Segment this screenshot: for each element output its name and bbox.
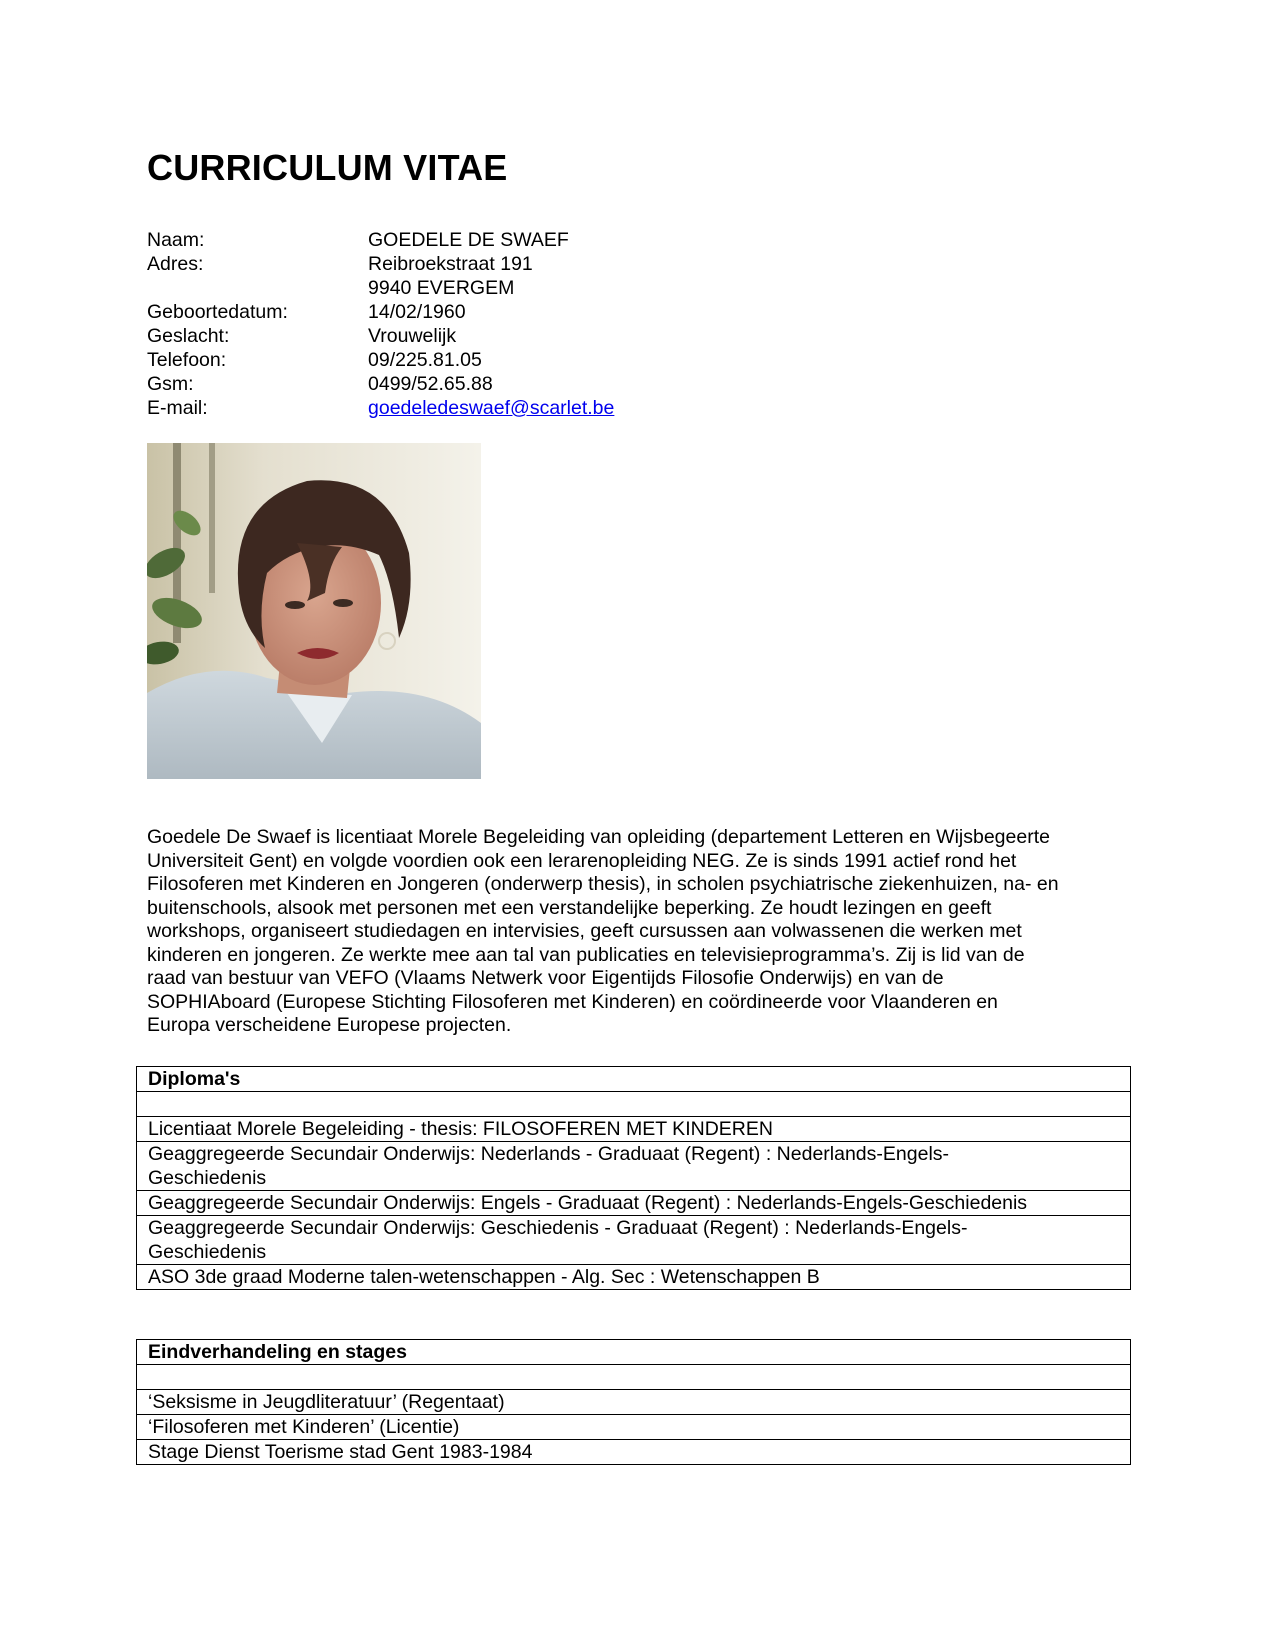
table-row-empty <box>137 1092 1131 1117</box>
info-row-gender <box>147 324 614 348</box>
table-cell <box>137 1117 1131 1142</box>
bio-line: Filosoferen met Kinderen en Jongeren (onderwerp thesis), in scholen psychiatrische ziekenhuizen, na- en <box>147 873 1059 895</box>
address-line-1: Reibroekstraat 191 <box>368 253 533 275</box>
bio-line: workshops, organiseert studiedagen en intervisies, geeft cursussen aan volwassenen die werken met <box>147 920 1022 942</box>
table-cell <box>137 1216 1131 1265</box>
cell-line: Geaggregeerde Secundair Onderwijs: Nederlands - Graduaat (Regent) : Nederlands-Engels- <box>148 1143 950 1165</box>
table-row <box>137 1390 1131 1415</box>
stages-heading: Eindverhandeling en stages <box>137 1340 1131 1365</box>
table-row <box>137 1067 1131 1092</box>
table-row <box>137 1265 1131 1290</box>
bio-line: buitenschools, alsook met personen met een verstandelijke beperking. Ze houdt lezingen en geeft <box>147 896 992 919</box>
birthdate-label: Geboortedatum: <box>147 301 288 323</box>
cell-line: ASO 3de graad Moderne talen-wetenschappen - Alg. Sec : Wetenschappen B <box>148 1266 820 1288</box>
table-row <box>137 1142 1131 1191</box>
stages-table <box>136 1339 1131 1465</box>
cell-line: Geaggregeerde Secundair Onderwijs: Engels - Graduaat (Regent) : Nederlands-Engels-Geschiedenis <box>148 1192 1028 1214</box>
table-cell: ‘Filosoferen met Kinderen’ (Licentie) <box>137 1415 1131 1440</box>
table-cell: Stage Dienst Toerisme stad Gent 1983-1984 <box>137 1440 1131 1465</box>
info-row-phone <box>147 348 614 372</box>
birthdate-value: 14/02/1960 <box>368 301 466 323</box>
table-cell: ‘Seksisme in Jeugdliteratuur’ (Regentaat) <box>137 1390 1131 1415</box>
bio-line: SOPHIAboard (Europese Stichting Filosoferen met Kinderen) en coördineerde voor Vlaanderen en <box>147 990 998 1013</box>
info-row-address <box>147 252 614 276</box>
cell-line: Licentiaat Morele Begeleiding - thesis: FILOSOFEREN MET KINDEREN <box>148 1118 773 1140</box>
info-row-mobile <box>147 372 614 396</box>
table-cell <box>137 1142 1131 1191</box>
table-row <box>137 1191 1131 1216</box>
table-row <box>137 1216 1131 1265</box>
portrait-photo <box>147 443 481 779</box>
diplomas-table <box>136 1066 1131 1290</box>
info-row-name <box>147 228 614 252</box>
mobile-label: Gsm: <box>147 373 194 395</box>
info-row-birthdate <box>147 300 614 324</box>
address-line-2: 9940 EVERGEM <box>368 277 515 299</box>
phone-label: Telefoon: <box>147 349 227 371</box>
info-row-email <box>147 396 614 420</box>
bio-line: raad van bestuur van VEFO (Vlaams Netwerk voor Eigentijds Filosofie Onderwijs) en van de <box>147 967 944 989</box>
email-label: E-mail: <box>147 397 208 419</box>
table-row <box>137 1117 1131 1142</box>
bio-line: Universiteit Gent) en volgde voordien ook een lerarenopleiding NEG. Ze is sinds 1991 actief rond het <box>147 849 1017 872</box>
bio-line: Europa verscheidene Europese projecten. <box>147 1014 512 1036</box>
cell-line: Geaggregeerde Secundair Onderwijs: Geschiedenis - Graduaat (Regent) : Nederlands-Engels- <box>148 1217 968 1239</box>
info-row-address-2 <box>147 276 614 300</box>
table-row <box>137 1440 1131 1465</box>
table-cell <box>137 1265 1131 1290</box>
table-row <box>137 1340 1131 1365</box>
phone-value: 09/225.81.05 <box>368 349 482 371</box>
cell-line: Geschiedenis <box>148 1241 267 1263</box>
table-row-empty <box>137 1365 1131 1390</box>
email-link[interactable]: goedeledeswaef@scarlet.be <box>368 397 615 419</box>
bio-line: Goedele De Swaef is licentiaat Morele Begeleiding van opleiding (departement Letteren en Wijsbegeerte <box>147 826 1050 848</box>
name-label: Naam: <box>147 229 205 251</box>
gender-label: Geslacht: <box>147 325 230 347</box>
personal-info <box>147 228 614 420</box>
table-cell <box>137 1191 1131 1216</box>
biography <box>147 826 1122 1038</box>
address-label: Adres: <box>147 253 204 275</box>
table-row <box>137 1415 1131 1440</box>
mobile-value: 0499/52.65.88 <box>368 373 493 395</box>
cell-line: Geschiedenis <box>148 1167 267 1189</box>
page-title: CURRICULUM VITAE <box>147 147 508 188</box>
diplomas-heading: Diploma's <box>137 1067 1131 1092</box>
gender-value: Vrouwelijk <box>368 325 457 347</box>
name-value: GOEDELE DE SWAEF <box>368 229 569 251</box>
bio-line: kinderen en jongeren. Ze werkte mee aan tal van publicaties en televisieprogramma’s. Zij is lid van de <box>147 943 1025 966</box>
